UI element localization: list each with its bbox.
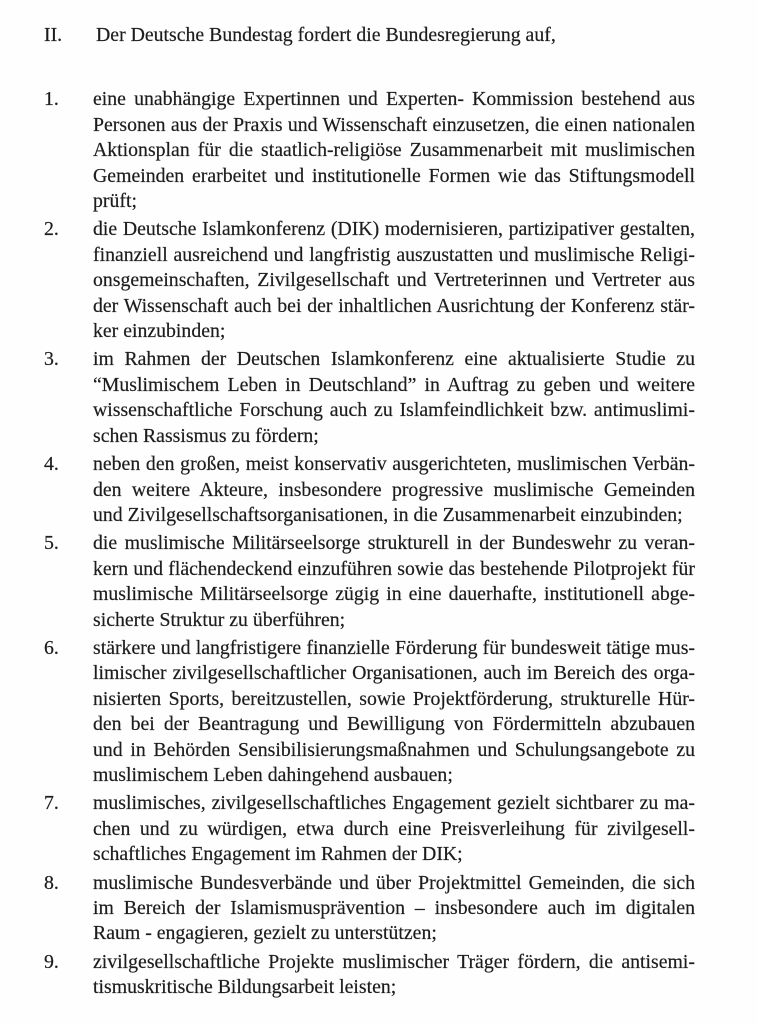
item-number: 2. (44, 218, 59, 241)
item-number: 5. (44, 532, 59, 555)
text-line: und Zivilgesellschaftsorganisationen, in die Zusammenarbeit einzubinden; (93, 503, 683, 526)
text-line: schaftliches Engagement im Rahmen der DIK; (93, 843, 463, 866)
text-line: der Wissenschaft auch bei der inhaltlichen Ausrichtung der Konferenz stär- (93, 294, 695, 317)
item-text (93, 87, 695, 214)
text-line: tismuskritische Bildungsarbeit leisten; (93, 976, 397, 999)
text-line: schen Rassismus zu fördern; (93, 424, 319, 447)
text-line: wissenschaftliche Forschung auch zu Islamfeindlichkeit bzw. antimuslimi- (93, 399, 695, 422)
list-item (44, 871, 739, 947)
list-item (44, 347, 739, 449)
item-text (93, 347, 695, 449)
text-line: Raum - engagieren, gezielt zu unterstützen; (93, 922, 437, 945)
text-line: onsgemeinschaften, Zivilgesellschaft und Vertreterinnen und Vertreter aus (93, 269, 695, 292)
list-item (44, 950, 739, 1001)
text-line: prüft; (93, 190, 137, 213)
text-line: finanziell ausreichend und langfristig auszustatten und muslimische Religi- (93, 243, 695, 266)
text-line: muslimische Militärseelsorge zügig in eine dauerhafte, institutionell abge- (93, 583, 695, 606)
item-number: 4. (44, 453, 59, 476)
item-number: 7. (44, 792, 59, 815)
text-line: die muslimische Militärseelsorge strukturell in der Bundeswehr zu veran- (93, 532, 695, 555)
item-text (93, 217, 695, 344)
section-heading-text: Der Deutsche Bundestag fordert die Bundesregierung auf, (96, 24, 556, 46)
list-item (44, 636, 739, 788)
list-item (44, 791, 739, 867)
text-line: im Rahmen der Deutschen Islamkonferenz eine aktualisierte Studie zu (93, 348, 695, 371)
item-number: 6. (44, 636, 59, 659)
list-item (44, 531, 739, 633)
text-line: Aktionsplan für die staatlich-religiöse Zusammenarbeit mit muslimischen (93, 139, 695, 162)
text-line: Gemeinden erarbeitet und institutionelle Formen wie das Stiftungsmodell (93, 164, 695, 187)
text-line: ker einzubinden; (93, 320, 226, 343)
text-line: chen und zu würdigen, etwa durch eine Preisverleihung für zivilgesell- (93, 817, 695, 840)
item-text (93, 791, 695, 867)
text-line: zivilgesellschaftliche Projekte muslimischer Träger fördern, die antisemi- (93, 950, 695, 973)
item-text (93, 452, 695, 528)
text-line: nisierten Sports, bereitzustellen, sowie Projektförderung, strukturelle Hür- (93, 687, 695, 710)
text-line: “Muslimischem Leben in Deutschland” in Auftrag zu geben und weitere (93, 373, 695, 396)
item-number: 9. (44, 950, 59, 973)
item-number: 1. (44, 88, 59, 111)
text-line: limischer zivilgesellschaftlicher Organisationen, auch im Bereich des orga- (93, 662, 695, 685)
text-line: neben den großen, meist konservativ ausgerichteten, muslimischen Verbän- (93, 453, 695, 476)
section-heading (44, 23, 739, 48)
list-item (44, 87, 739, 214)
item-text (93, 636, 695, 788)
item-text (93, 531, 695, 633)
text-line: den weitere Akteure, insbesondere progressive muslimische Gemeinden (93, 478, 695, 501)
item-text (93, 950, 695, 1001)
text-line: Personen aus der Praxis und Wissenschaft einzusetzen, die einen nationalen (93, 113, 695, 136)
item-number: 3. (44, 348, 59, 371)
section-numeral: II. (44, 24, 63, 46)
text-line: stärkere und langfristigere finanzielle Förderung für bundesweit tätige mus- (93, 636, 695, 659)
list-item (44, 452, 739, 528)
list-item (44, 217, 739, 344)
text-line: und in Behörden Sensibilisierungsmaßnahmen und Schulungsangebote zu (93, 738, 695, 761)
text-line: sicherte Struktur zu überführen; (93, 608, 346, 631)
text-line: muslimischem Leben dahingehend ausbauen; (93, 763, 453, 786)
text-line: kern und flächendeckend einzuführen sowie das bestehende Pilotprojekt für (93, 557, 695, 580)
item-text (93, 871, 695, 947)
item-number: 8. (44, 871, 59, 894)
text-line: den bei der Beantragung und Bewilligung von Fördermitteln abzubauen (93, 713, 695, 736)
text-line: die Deutsche Islamkonferenz (DIK) modernisieren, partizipativer gestalten, (93, 218, 695, 241)
text-line: muslimisches, zivilgesellschaftliches Engagement gezielt sichtbarer zu ma- (93, 792, 695, 815)
text-line: im Bereich der Islamismusprävention – insbesondere auch im digitalen (93, 897, 695, 919)
text-line: eine unabhängige Expertinnen und Experten- Kommission bestehend aus (93, 88, 695, 111)
demands-list (44, 87, 739, 1000)
text-line: muslimische Bundesverbände und über Projektmittel Gemeinden, die sich (93, 871, 695, 894)
